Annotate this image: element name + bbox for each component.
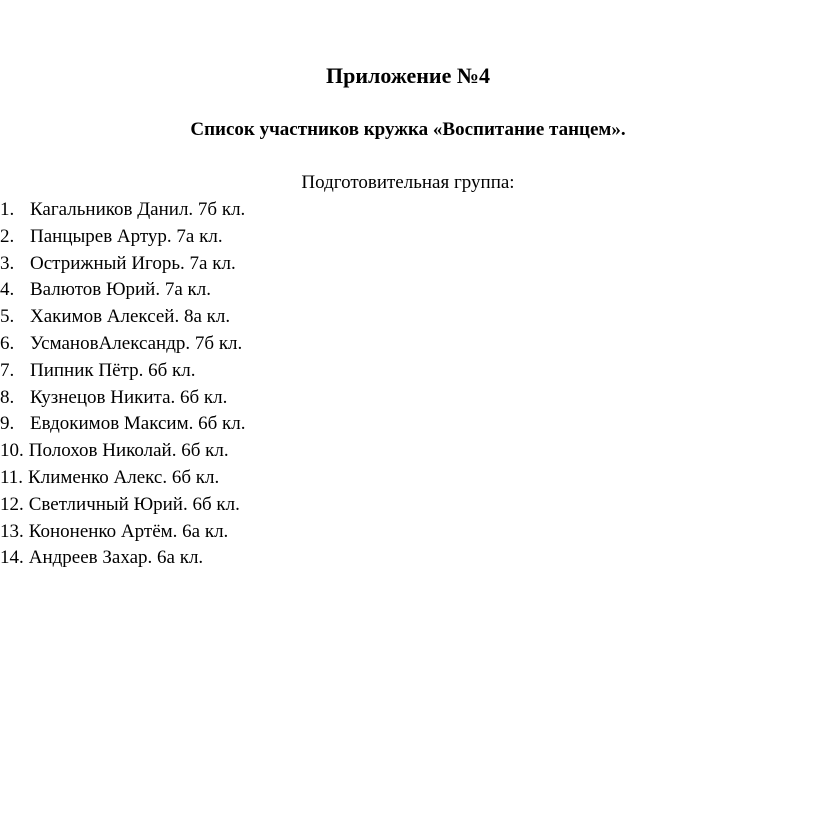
list-item — [0, 385, 246, 412]
list-item-text: УсмановАлександр. 7б кл. — [30, 332, 243, 354]
list-item — [0, 251, 246, 278]
list-item-number: 13. — [0, 520, 24, 542]
list-item — [0, 465, 246, 492]
participant-list — [0, 197, 246, 572]
page-title: Приложение №4 — [326, 63, 490, 88]
list-item — [0, 277, 246, 304]
list-item-text: Панцырев Артур. 7а кл. — [30, 225, 223, 247]
list-item-text: Евдокимов Максим. 6б кл. — [30, 413, 246, 435]
list-item-text: Кузнецов Никита. 6б кл. — [30, 386, 228, 408]
list-item-text: Клименко Алекс. 6б кл. — [28, 466, 220, 488]
list-item-text: Кагальников Данил. 7б кл. — [30, 199, 246, 220]
group-label: Подготовительная группа: — [301, 172, 515, 193]
list-item — [0, 358, 246, 385]
list-item — [0, 411, 246, 438]
list-item-text: Светличный Юрий. 6б кл. — [28, 493, 240, 515]
list-item-number: 1. — [0, 199, 15, 220]
document-subtitle: Список участников кружка «Воспитание танцем». — [190, 119, 626, 140]
list-item-text: Пипник Пётр. 6б кл. — [30, 359, 196, 381]
list-item — [0, 492, 246, 519]
list-item-number: 9. — [0, 413, 15, 435]
list-item-number: 3. — [0, 252, 15, 274]
list-item-text: Острижный Игорь. 7а кл. — [30, 252, 236, 274]
list-item-number: 4. — [0, 279, 15, 301]
list-item-number: 12. — [0, 493, 24, 515]
list-item-number: 5. — [0, 306, 15, 328]
list-item — [0, 304, 246, 331]
list-item — [0, 224, 246, 251]
list-item-text: Полохов Николай. 6б кл. — [28, 440, 229, 462]
list-item — [0, 197, 246, 224]
list-item-number: 14. — [0, 547, 24, 569]
list-item-text: Андреев Захар. 6а кл. — [28, 547, 204, 569]
list-item — [0, 331, 246, 358]
list-item-number: 6. — [0, 332, 15, 354]
list-item-number: 11. — [0, 466, 24, 488]
list-item-number: 2. — [0, 225, 15, 247]
list-item — [0, 438, 246, 465]
list-item-number: 8. — [0, 386, 15, 408]
list-item — [0, 545, 246, 572]
list-item-text: Хакимов Алексей. 8а кл. — [30, 306, 231, 328]
list-item-number: 7. — [0, 359, 15, 381]
list-item-number: 10. — [0, 440, 24, 462]
list-item — [0, 519, 246, 546]
list-item-text: Валютов Юрий. 7а кл. — [30, 279, 211, 301]
list-item-text: Кононенко Артём. 6а кл. — [28, 520, 229, 542]
